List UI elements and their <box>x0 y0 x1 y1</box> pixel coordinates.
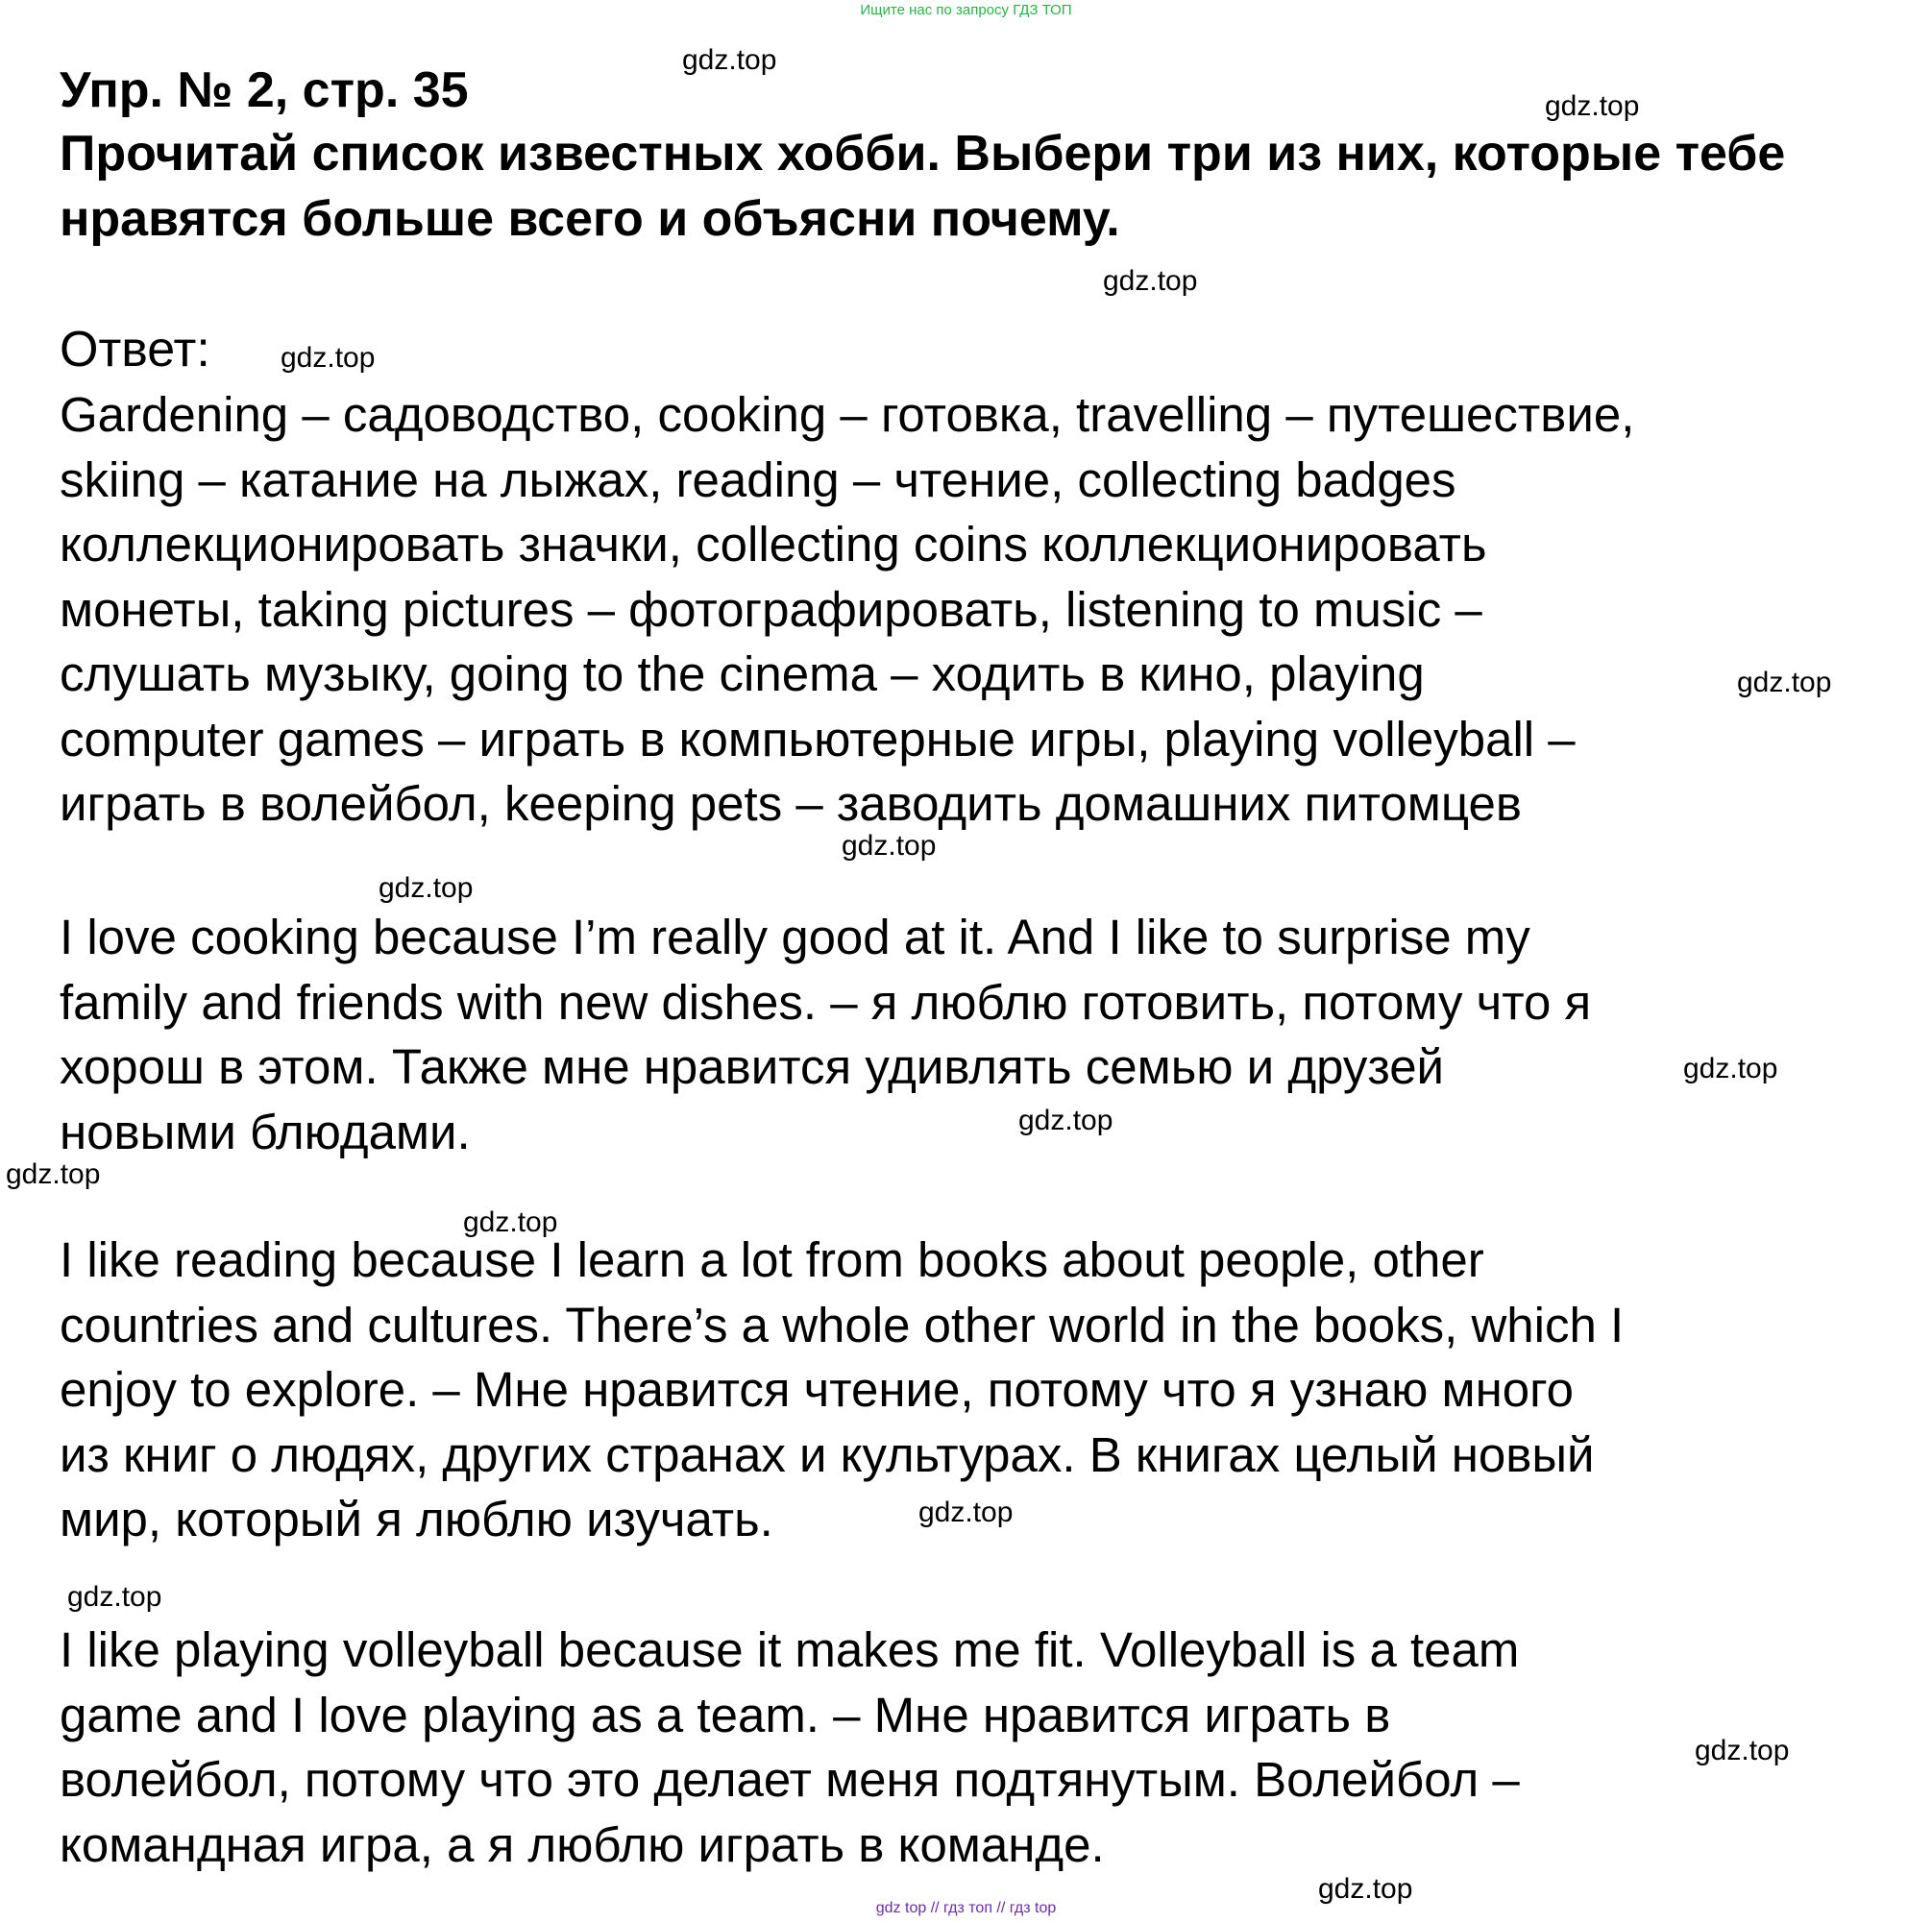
watermark: gdz.top <box>6 1158 101 1190</box>
answer-paragraph-hobby-list <box>60 382 1634 837</box>
text-line: skiing – катание на лыжах, reading – чтение, collecting badges <box>60 451 1456 507</box>
text-line: коллекционировать значки, collecting coins коллекционировать <box>60 517 1487 572</box>
task-instruction: Прочитай список известных хобби. Выбери три из них, которые тебе нравятся больше всего и объясни почему. <box>60 126 1786 247</box>
watermark: gdz.top <box>1695 1735 1790 1766</box>
top-banner-link[interactable]: Ищите нас по запросу ГДЗ ТОП <box>860 2 1072 18</box>
watermark: gdz.top <box>281 342 376 374</box>
text-line: family and friends with new dishes. – я люблю готовить, потому что я <box>60 974 1592 1030</box>
footer-links[interactable]: gdz top // гдз топ // гдз top <box>875 1900 1057 1916</box>
watermark: gdz.top <box>379 872 474 904</box>
watermark: gdz.top <box>1683 1053 1778 1084</box>
text-line: из книг о людях, других странах и культурах. В книгах целый новый <box>60 1426 1595 1482</box>
text-line: countries and cultures. There’s a whole other world in the books, which I <box>60 1297 1625 1352</box>
answer-paragraph-volleyball <box>60 1618 1520 1877</box>
answer-label: Ответ: <box>60 322 210 377</box>
watermark: gdz.top <box>842 830 937 862</box>
text-line: хорош в этом. Также мне нравится удивлять семью и друзей <box>60 1039 1445 1094</box>
watermark: gdz.top <box>463 1206 558 1238</box>
watermark: gdz.top <box>1318 1873 1413 1905</box>
answer-paragraph-cooking <box>60 905 1591 1164</box>
text-line: I like playing volleyball because it makes me fit. Volleyball is a team <box>60 1622 1520 1677</box>
watermark: gdz.top <box>1737 667 1832 698</box>
watermark: gdz.top <box>1018 1105 1113 1136</box>
text-line: I love cooking because I’m really good at it. And I like to surprise my <box>60 910 1530 964</box>
answer-paragraph-reading <box>60 1228 1624 1552</box>
text-line: играть в волейбол, keeping pets – заводить домашних питомцев <box>60 776 1522 831</box>
text-line: мир, который я люблю изучать. <box>60 1492 773 1546</box>
exercise-title: Упр. № 2, стр. 35 <box>60 62 469 118</box>
watermark: gdz.top <box>682 44 777 76</box>
text-line: командная игра, а я люблю играть в команде. <box>60 1816 1105 1872</box>
text-line: монеты, taking pictures – фотографировать, listening to music – <box>60 581 1482 637</box>
text-line: слушать музыку, going to the cinema – ходить в кино, playing <box>60 646 1425 701</box>
watermark: gdz.top <box>1103 265 1198 297</box>
watermark: gdz.top <box>918 1497 1014 1528</box>
text-line: новыми блюдами. <box>60 1104 471 1159</box>
watermark: gdz.top <box>1545 90 1640 122</box>
watermark: gdz.top <box>67 1581 162 1613</box>
text-line: enjoy to explore. – Мне нравится чтение, потому что я узнаю много <box>60 1362 1574 1417</box>
text-line: computer games – играть в компьютерные игры, playing volleyball – <box>60 711 1576 767</box>
text-line: Gardening – садоводство, cooking – готовка, travelling – путешествие, <box>60 387 1635 442</box>
text-line: game and I love playing as a team. – Мне нравится играть в <box>60 1687 1391 1742</box>
text-line: I like reading because I learn a lot from books about people, other <box>60 1232 1484 1287</box>
text-line: волейбол, потому что это делает меня подтянутым. Волейбол – <box>60 1752 1520 1807</box>
